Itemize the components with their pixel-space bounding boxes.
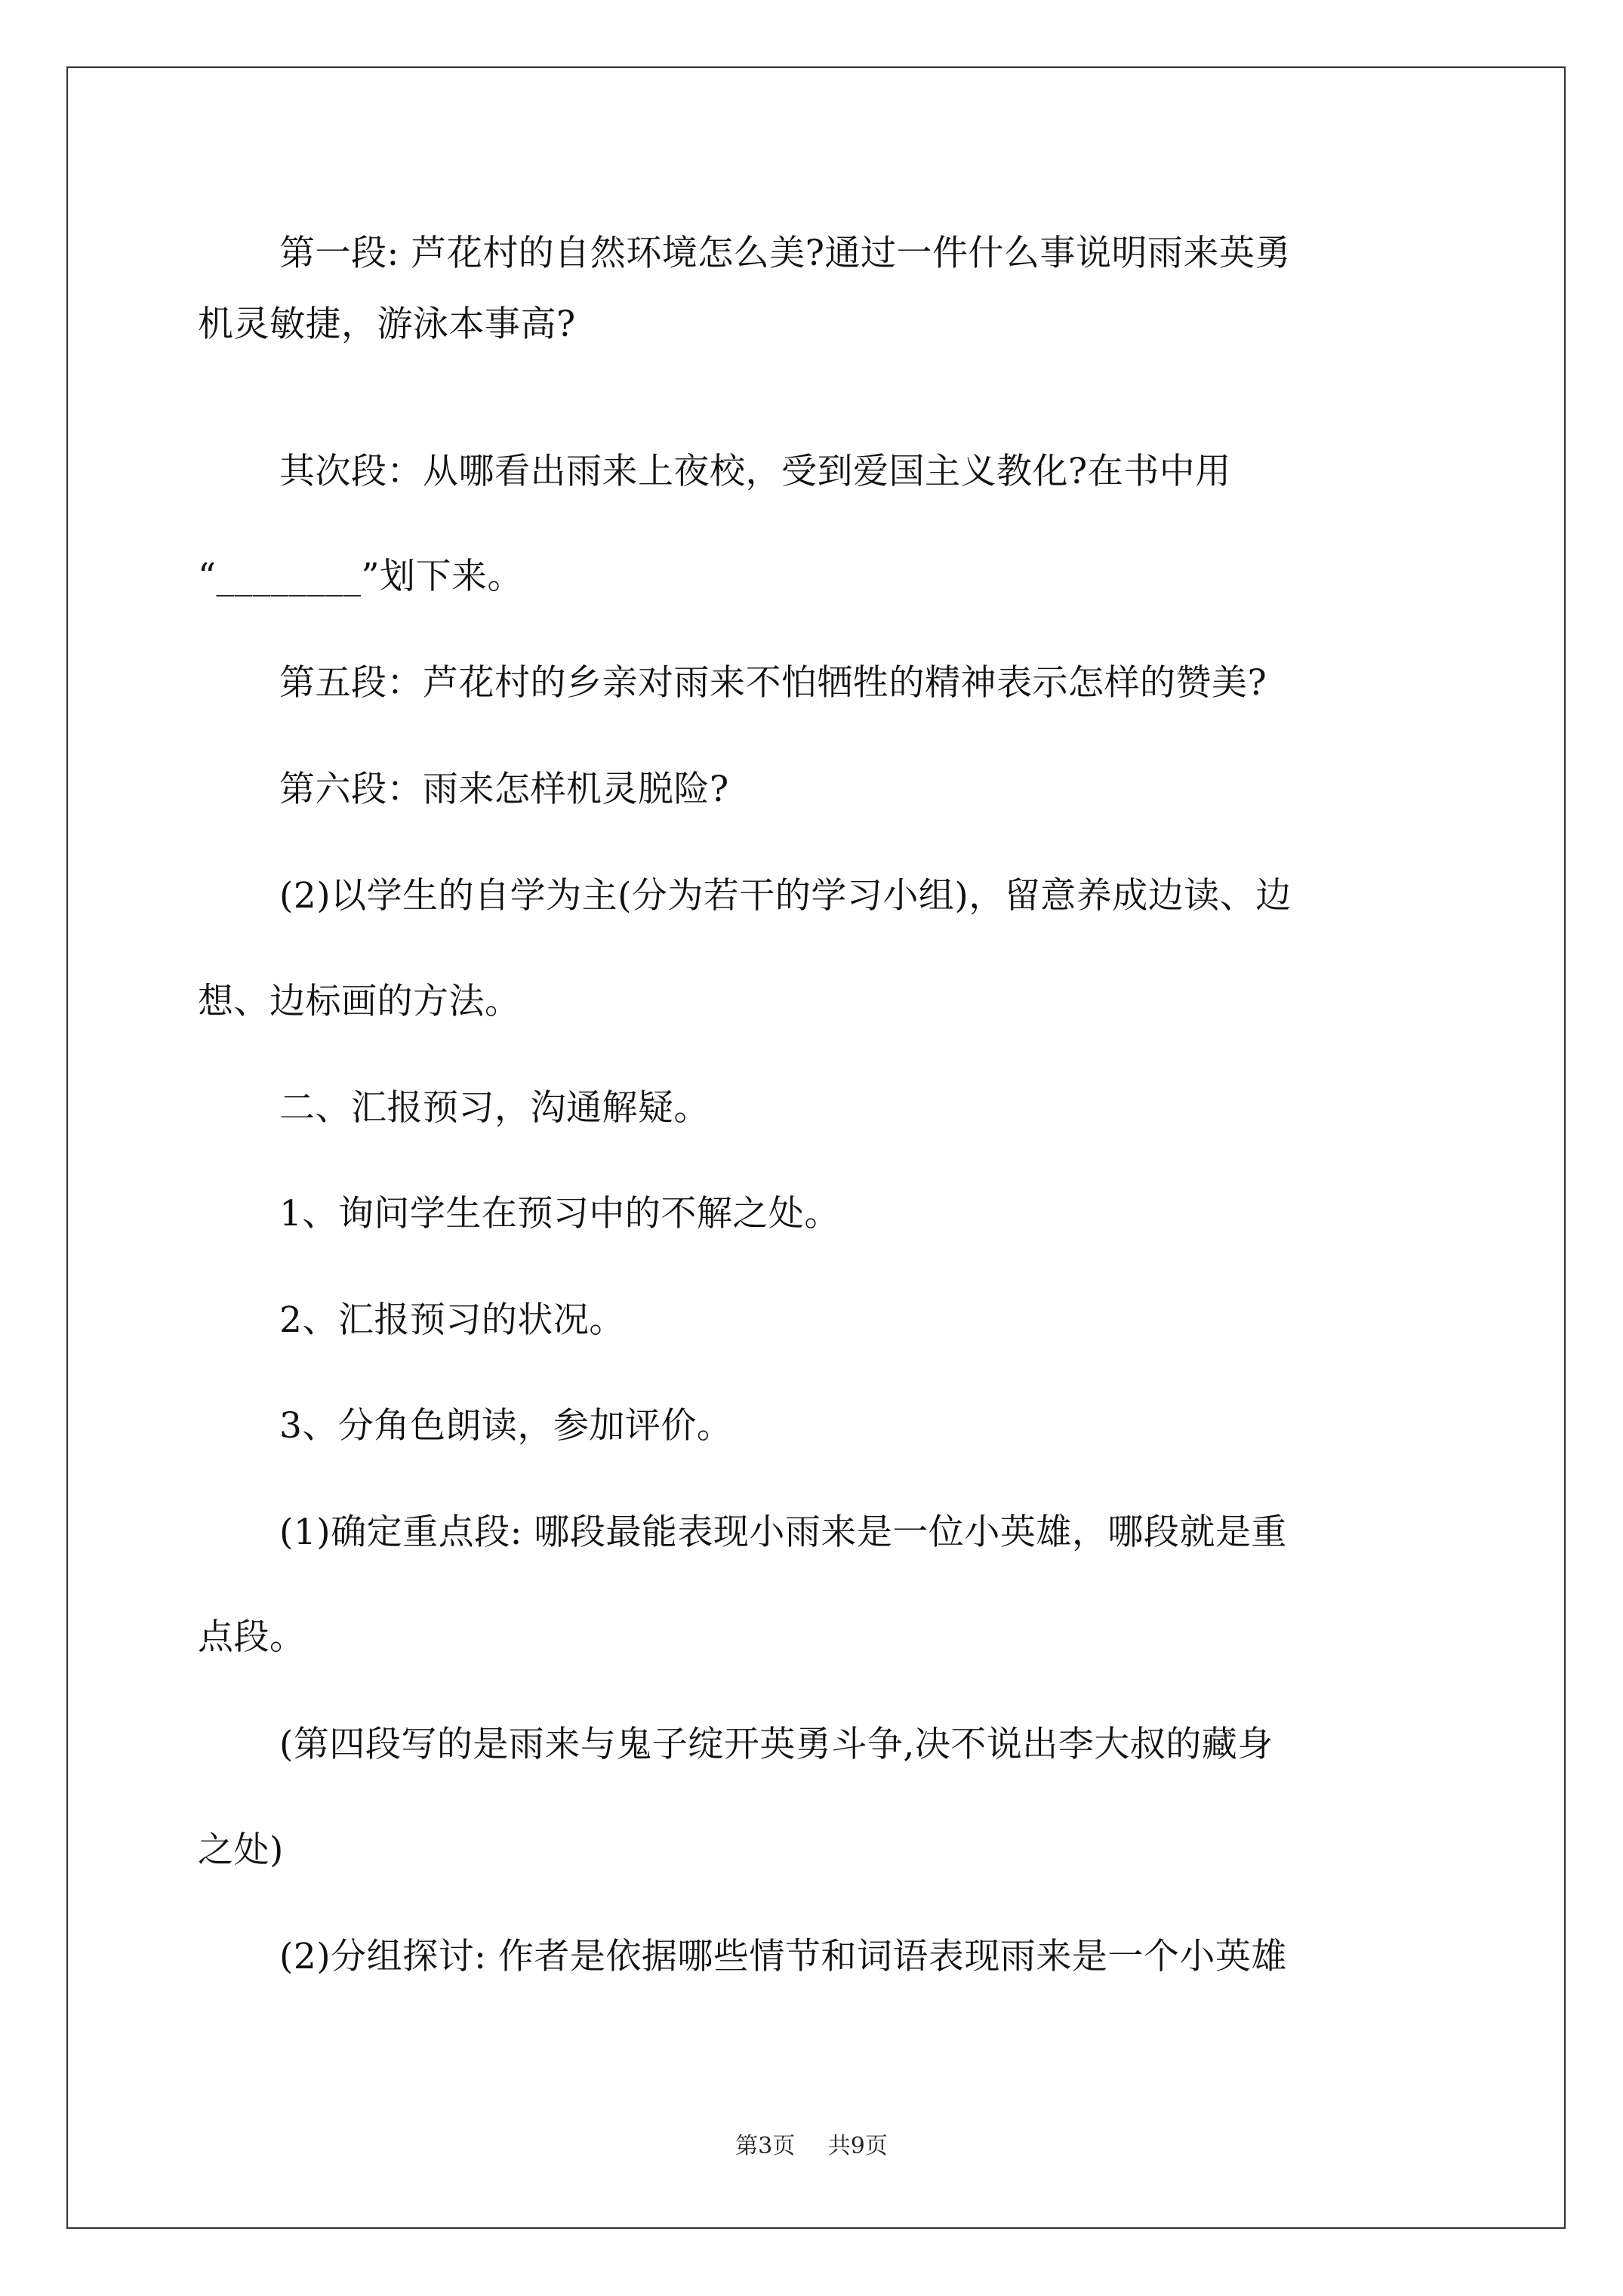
paragraph-line: 1、询问学生在预习中的不解之处。	[279, 1193, 840, 1234]
paragraph-line: 第五段：芦花村的乡亲对雨来不怕牺牲的精神表示怎样的赞美?	[279, 662, 1267, 704]
page-footer	[0, 2131, 1623, 2162]
paragraph-line: 机灵敏捷，游泳本事高?	[198, 304, 576, 345]
paragraph-line: 二、汇报预习，沟通解疑。	[279, 1087, 710, 1129]
paragraph-line: (第四段写的是雨来与鬼子绽开英勇斗争,决不说出李大叔的藏身	[279, 1724, 1273, 1765]
page-number-total: 共9页	[827, 2133, 888, 2159]
paragraph-line: 3、分角色朗读，参加评价。	[279, 1405, 733, 1447]
page-border	[66, 66, 1566, 2229]
paragraph-line: 点段。	[198, 1616, 306, 1658]
page-number-current: 第3页	[735, 2133, 796, 2159]
paragraph-line: (1)确定重点段: 哪段最能表现小雨来是一位小英雄，哪段就是重	[279, 1512, 1287, 1553]
paragraph-line: 第一段: 芦花村的自然环境怎么美?通过一件什么事说明雨来英勇	[279, 233, 1291, 274]
paragraph-line: 第六段：雨来怎样机灵脱险?	[279, 769, 729, 810]
paragraph-line: (2)以学生的自学为主(分为若干的学习小组)，留意养成边读、边	[279, 875, 1292, 917]
paragraph-line: 2、汇报预习的状况。	[279, 1299, 625, 1341]
paragraph-line: 想、边标画的方法。	[198, 981, 521, 1022]
paragraph-line: 其次段：从哪看出雨来上夜校，受到爱国主义教化?在书中用	[279, 451, 1231, 492]
paragraph-line: (2)分组探讨: 作者是依据哪些情节和词语表现雨来是一个小英雄	[279, 1936, 1287, 1977]
paragraph-line: “________”划下来。	[198, 556, 524, 597]
paragraph-line: 之处)	[198, 1829, 284, 1871]
